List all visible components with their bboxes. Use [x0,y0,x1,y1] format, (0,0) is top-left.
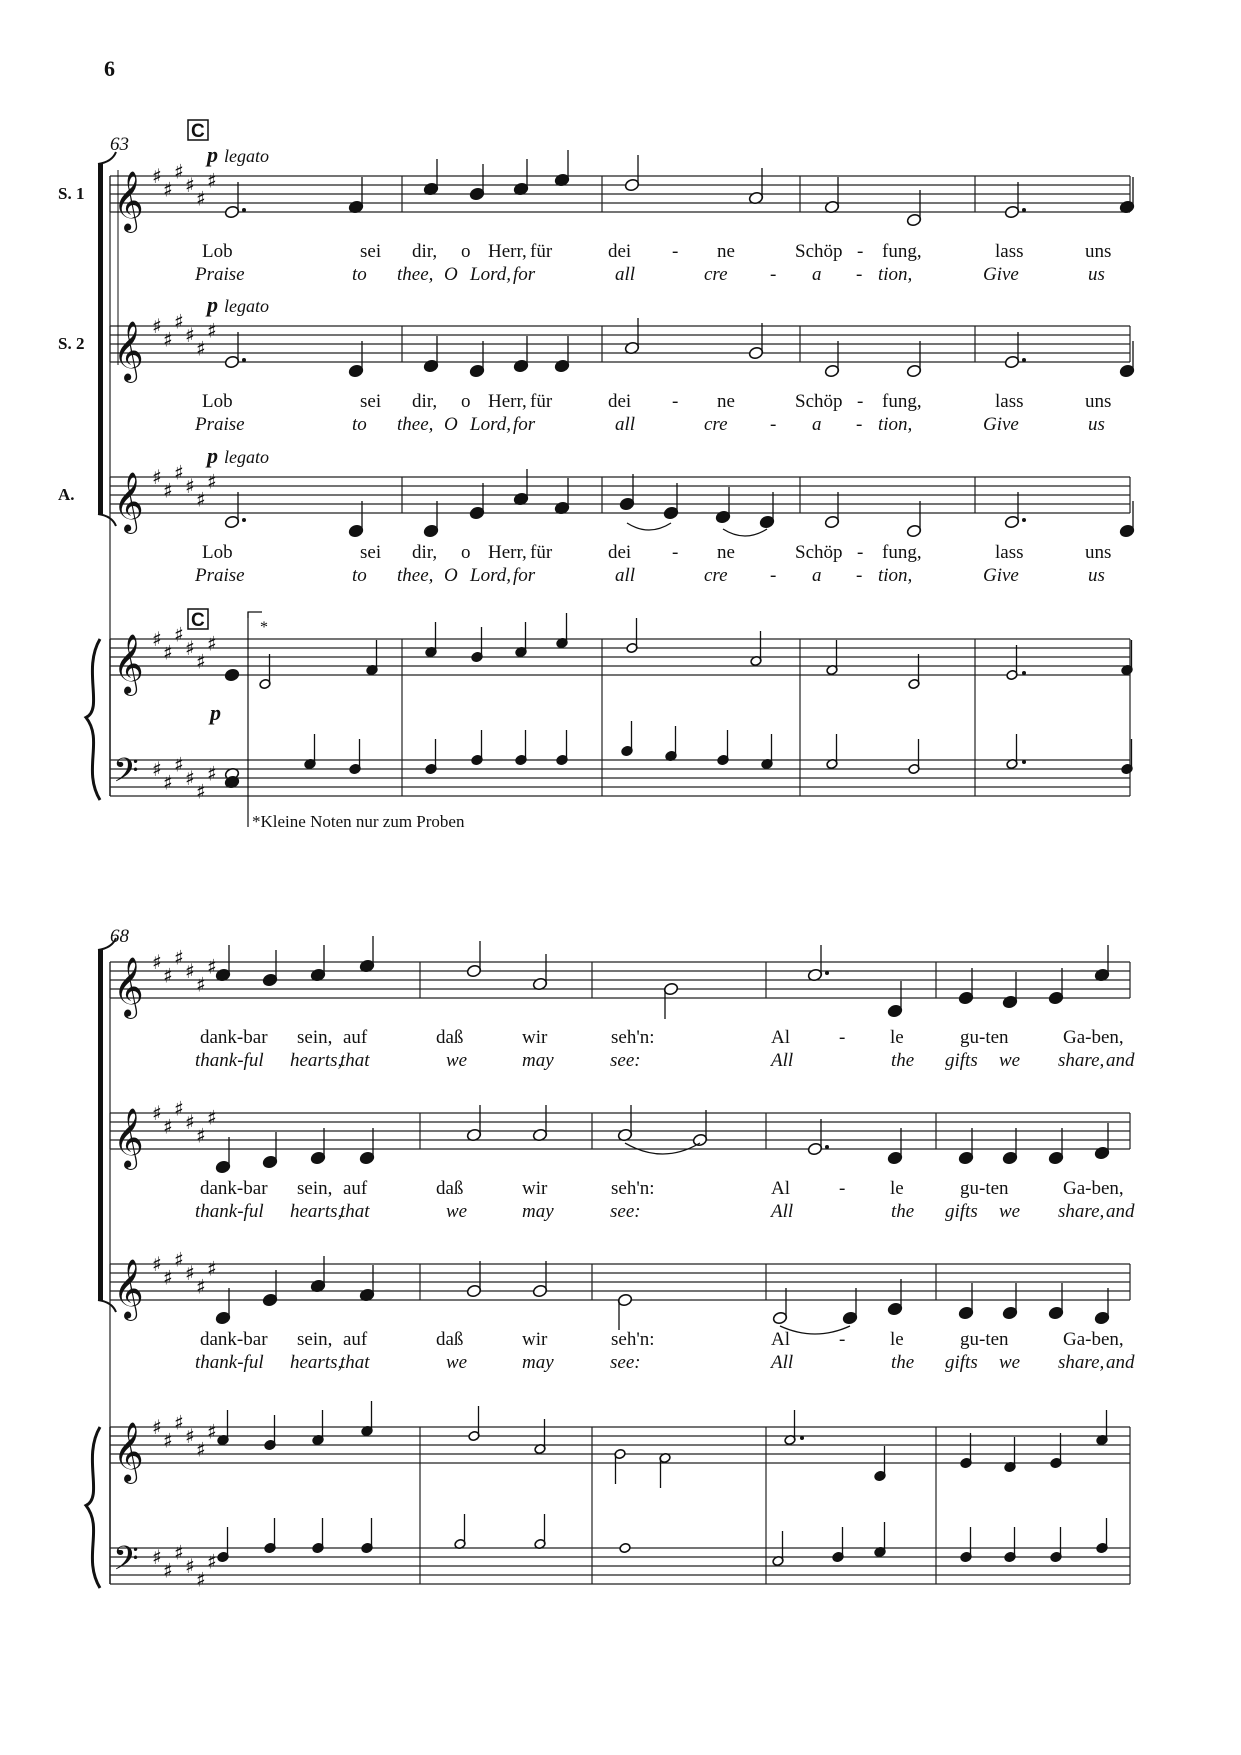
lyric-en: we [446,1352,468,1373]
lyric-en: the [891,1352,915,1373]
sharp-icon: ♯ [207,1549,217,1574]
lyric-de: - [857,241,864,262]
lyric-de: Herr, [488,391,527,412]
sharp-icon: ♯ [152,1252,162,1276]
lyric-de: dank-bar [200,1178,268,1199]
lyric-de: Ga-ben, [1063,1027,1124,1048]
lyric-de: sei [360,542,382,563]
lyric-de: sein, [297,1178,333,1199]
lyric-de: sei [360,241,382,262]
lyric-de: dei [608,391,632,412]
voice-label: A. [58,485,75,504]
lyric-de: o [461,391,471,412]
lyric-de: fung, [882,542,922,563]
dot [1022,671,1026,675]
asterisk: * [260,619,268,636]
lyric-de: dei [608,542,632,563]
lyric-en: the [891,1201,915,1222]
lyric-de: gu-ten [960,1178,1009,1199]
lyric-en: O [444,414,458,435]
sharp-icon: ♯ [185,1554,195,1578]
lyric-en: - [770,565,777,586]
sharp-icon: ♯ [152,164,162,188]
lyric-de: dank-bar [200,1329,268,1350]
lyric-de: daß [436,1329,464,1350]
lyric-en: to [352,264,367,285]
lyric-de: gu-ten [960,1329,1009,1350]
sharp-icon: ♯ [207,1419,217,1444]
lyric-de: le [890,1027,904,1048]
lyric-en: us [1088,565,1105,586]
sharp-icon: ♯ [207,954,217,979]
treble-clef-icon: 𝄞 [113,472,144,532]
lyric-en: O [444,565,458,586]
lyric-de: Schöp [795,391,843,412]
sharp-icon: ♯ [207,1256,217,1281]
lyric-en: us [1088,264,1105,285]
lyric-de: dir, [412,542,438,563]
lyric-de: lass [995,391,1024,412]
page-number: 6 [104,56,115,81]
sharp-icon: ♯ [185,323,195,347]
dot [1022,208,1026,212]
lyric-de: le [890,1178,904,1199]
treble-clef-icon: 𝄞 [113,634,144,694]
lyric-en: for [513,264,536,285]
sharp-icon: ♯ [207,469,217,494]
lyric-en: we [999,1352,1021,1373]
lyric-en: All [771,1050,794,1071]
lyric-en: - [856,565,863,586]
lyric-de: für [530,241,553,262]
lyric-en: all [615,264,636,285]
sharp-icon: ♯ [152,465,162,489]
sharp-icon: ♯ [163,1114,173,1139]
lyric-en: a [812,414,822,435]
lyric-en: - [856,264,863,285]
expression-mark: legato [224,447,269,467]
lyric-de: ne [717,241,735,262]
sharp-icon: ♯ [163,327,173,352]
dynamic-mark: p [207,292,218,317]
sharp-icon: ♯ [185,474,195,498]
dot [242,208,246,212]
lyric-de: auf [343,1027,368,1048]
dot [825,1145,829,1149]
lyric-de: - [672,241,679,262]
sharp-icon: ♯ [207,1105,217,1130]
lyric-de: Lob [202,241,233,262]
lyric-en: hearts, [290,1352,343,1373]
sharp-icon: ♯ [163,963,173,988]
lyric-de: auf [343,1329,368,1350]
sharp-icon: ♯ [196,779,206,804]
lyric-en: gifts [945,1050,978,1071]
lyric-de: fung, [882,391,922,412]
dot [1022,518,1026,522]
lyric-en: to [352,414,367,435]
note-head [619,1543,631,1554]
sharp-icon: ♯ [185,173,195,197]
lyric-en: All [771,1201,794,1222]
piano-brace [86,639,100,800]
sharp-icon: ♯ [163,640,173,665]
lyric-de: Ga-ben, [1063,1329,1124,1350]
sharp-icon: ♯ [185,766,195,790]
lyric-en: - [770,414,777,435]
lyric-de: Al [771,1178,790,1199]
sharp-icon: ♯ [152,1415,162,1439]
sharp-icon: ♯ [152,1101,162,1125]
lyric-de: o [461,542,471,563]
lyric-en: share, [1058,1050,1105,1071]
sharp-icon: ♯ [196,336,206,361]
sharp-icon: ♯ [174,1096,184,1121]
voice-label: S. 2 [58,334,85,353]
lyric-de: fung, [882,241,922,262]
dot [242,358,246,362]
sharp-icon: ♯ [152,1545,162,1569]
lyric-en: thee, [397,565,434,586]
slur [723,529,767,536]
sharp-icon: ♯ [196,1567,206,1592]
sharp-icon: ♯ [174,460,184,485]
lyric-en: a [812,264,822,285]
sharp-icon: ♯ [174,309,184,334]
lyric-de: - [857,542,864,563]
lyric-en: thank-ful [195,1050,264,1071]
sharp-icon: ♯ [207,761,217,786]
lyric-de: uns [1085,241,1112,262]
lyric-de: seh'n: [611,1027,655,1048]
lyric-en: may [522,1352,554,1373]
lyric-en: see: [610,1201,641,1222]
sharp-icon: ♯ [185,1110,195,1134]
lyric-en: cre [704,414,728,435]
lyric-en: all [615,565,636,586]
sharp-icon: ♯ [163,1265,173,1290]
bass-clef-icon: 𝄢 [113,752,139,798]
lyric-en: for [513,414,536,435]
lyric-de: seh'n: [611,1329,655,1350]
lyric-en: share, [1058,1201,1105,1222]
lyric-en: O [444,264,458,285]
sharp-icon: ♯ [174,159,184,184]
sharp-icon: ♯ [174,1247,184,1272]
dynamic-mark: p [207,142,218,167]
sharp-icon: ♯ [185,1261,195,1285]
lyric-de: Herr, [488,542,527,563]
lyric-de: dir, [412,391,438,412]
bass-clef-icon: 𝄢 [113,1540,139,1586]
measure-number: 68 [110,926,129,947]
score-texts [58,121,1135,1592]
lyric-en: hearts, [290,1050,343,1071]
sharp-icon: ♯ [207,318,217,343]
lyric-de: dei [608,241,632,262]
lyric-de: dir, [412,241,438,262]
lyric-de: Schöp [795,542,843,563]
lyric-en: we [446,1201,468,1222]
lyric-de: ne [717,391,735,412]
lyric-de: Al [771,1027,790,1048]
sharp-icon: ♯ [163,770,173,795]
lyric-de: Lob [202,391,233,412]
lyric-en: see: [610,1352,641,1373]
lyric-en: All [771,1352,794,1373]
choir-bracket [98,164,103,514]
lyric-en: Give [983,264,1019,285]
sharp-icon: ♯ [163,177,173,202]
lyric-en: all [615,414,636,435]
lyric-de: lass [995,241,1024,262]
lyric-de: - [672,542,679,563]
footnote: *Kleine Noten nur zum Proben [252,812,465,831]
lyric-en: a [812,565,822,586]
lyric-en: hearts, [290,1201,343,1222]
lyric-de: uns [1085,542,1112,563]
lyric-en: tion, [878,565,913,586]
sharp-icon: ♯ [174,752,184,777]
lyric-de: uns [1085,391,1112,412]
sharp-icon: ♯ [174,622,184,647]
dynamic-mark: p [207,443,218,468]
lyric-de: wir [522,1329,548,1350]
lyric-en: and [1106,1050,1135,1071]
lyric-en: - [770,264,777,285]
dot [800,1436,804,1440]
lyric-en: Lord, [470,264,512,285]
lyric-en: gifts [945,1201,978,1222]
sharp-icon: ♯ [207,168,217,193]
expression-mark: legato [224,296,269,316]
sharp-icon: ♯ [185,636,195,660]
lyric-de: sein, [297,1329,333,1350]
lyric-de: - [857,391,864,412]
lyric-en: cre [704,264,728,285]
sharp-icon: ♯ [196,972,206,997]
rehearsal-mark: C [191,121,205,142]
lyric-de: auf [343,1178,368,1199]
lyric-en: share, [1058,1352,1105,1373]
note-head [224,668,240,682]
sharp-icon: ♯ [152,950,162,974]
voice-label: S. 1 [58,184,85,203]
dot [825,971,829,975]
lyric-en: thank-ful [195,1352,264,1373]
lyric-de: sei [360,391,382,412]
lyric-de: für [530,391,553,412]
dynamic-mark: p [210,700,221,725]
lyric-en: the [891,1050,915,1071]
treble-clef-icon: 𝄞 [113,171,144,231]
lyric-de: - [672,391,679,412]
lyric-de: le [890,1329,904,1350]
lyric-en: to [352,565,367,586]
lyric-en: Lord, [470,414,512,435]
lyric-de: - [839,1329,846,1350]
small-note-bracket [248,612,262,618]
lyric-en: and [1106,1352,1135,1373]
lyric-en: gifts [945,1352,978,1373]
lyric-en: Lord, [470,565,512,586]
lyric-en: that [340,1201,370,1222]
lyric-en: thee, [397,414,434,435]
sharp-icon: ♯ [185,959,195,983]
sharp-icon: ♯ [174,1540,184,1565]
lyric-en: see: [610,1050,641,1071]
lyric-en: and [1106,1201,1135,1222]
treble-clef-icon: 𝄞 [113,957,144,1017]
lyric-en: Praise [195,264,245,285]
lyric-de: dank-bar [200,1027,268,1048]
lyric-de: sein, [297,1027,333,1048]
lyric-en: we [446,1050,468,1071]
treble-clef-icon: 𝄞 [113,1108,144,1168]
lyric-de: Al [771,1329,790,1350]
sharp-icon: ♯ [185,1424,195,1448]
treble-clef-icon: 𝄞 [113,321,144,381]
lyric-en: - [856,414,863,435]
sharp-icon: ♯ [196,649,206,674]
lyric-de: - [839,1178,846,1199]
lyric-de: o [461,241,471,262]
dot [242,518,246,522]
lyric-en: Give [983,565,1019,586]
piano-brace [86,1427,100,1588]
lyric-en: Praise [195,565,245,586]
lyric-en: thee, [397,264,434,285]
lyric-en: Give [983,414,1019,435]
lyric-en: that [340,1352,370,1373]
lyric-en: Praise [195,414,245,435]
sharp-icon: ♯ [152,314,162,338]
treble-clef-icon: 𝄞 [113,1259,144,1319]
lyric-en: we [999,1050,1021,1071]
lyric-en: may [522,1201,554,1222]
lyric-en: thank-ful [195,1201,264,1222]
slur [627,523,671,530]
lyric-en: for [513,565,536,586]
lyric-de: daß [436,1027,464,1048]
lyric-de: daß [436,1178,464,1199]
treble-clef-icon: 𝄞 [113,1422,144,1482]
lyric-de: wir [522,1027,548,1048]
sharp-icon: ♯ [152,627,162,651]
sharp-icon: ♯ [196,1123,206,1148]
lyric-en: we [999,1201,1021,1222]
sharp-icon: ♯ [196,186,206,211]
sharp-icon: ♯ [152,757,162,781]
sharp-icon: ♯ [174,945,184,970]
sharp-icon: ♯ [163,1558,173,1583]
lyric-en: tion, [878,264,913,285]
lyric-de: Lob [202,542,233,563]
sharp-icon: ♯ [174,1410,184,1435]
sharp-icon: ♯ [163,478,173,503]
lyric-en: may [522,1050,554,1071]
lyric-de: Herr, [488,241,527,262]
lyric-de: ne [717,542,735,563]
lyric-de: lass [995,542,1024,563]
choir-bracket [98,950,103,1300]
dot [1022,760,1026,764]
lyric-de: gu-ten [960,1027,1009,1048]
lyric-en: cre [704,565,728,586]
lyric-en: tion, [878,414,913,435]
sharp-icon: ♯ [207,631,217,656]
lyric-en: that [340,1050,370,1071]
lyric-de: Ga-ben, [1063,1178,1124,1199]
sharp-icon: ♯ [196,487,206,512]
sharp-icon: ♯ [196,1274,206,1299]
sharp-icon: ♯ [196,1437,206,1462]
lyric-de: - [839,1027,846,1048]
lyric-de: wir [522,1178,548,1199]
lyric-de: seh'n: [611,1178,655,1199]
lyric-de: für [530,542,553,563]
sharp-icon: ♯ [163,1428,173,1453]
expression-mark: legato [224,146,269,166]
lyric-de: Schöp [795,241,843,262]
rehearsal-mark: C [191,610,205,631]
lyric-en: us [1088,414,1105,435]
measure-number: 63 [110,134,129,155]
dot [1022,358,1026,362]
